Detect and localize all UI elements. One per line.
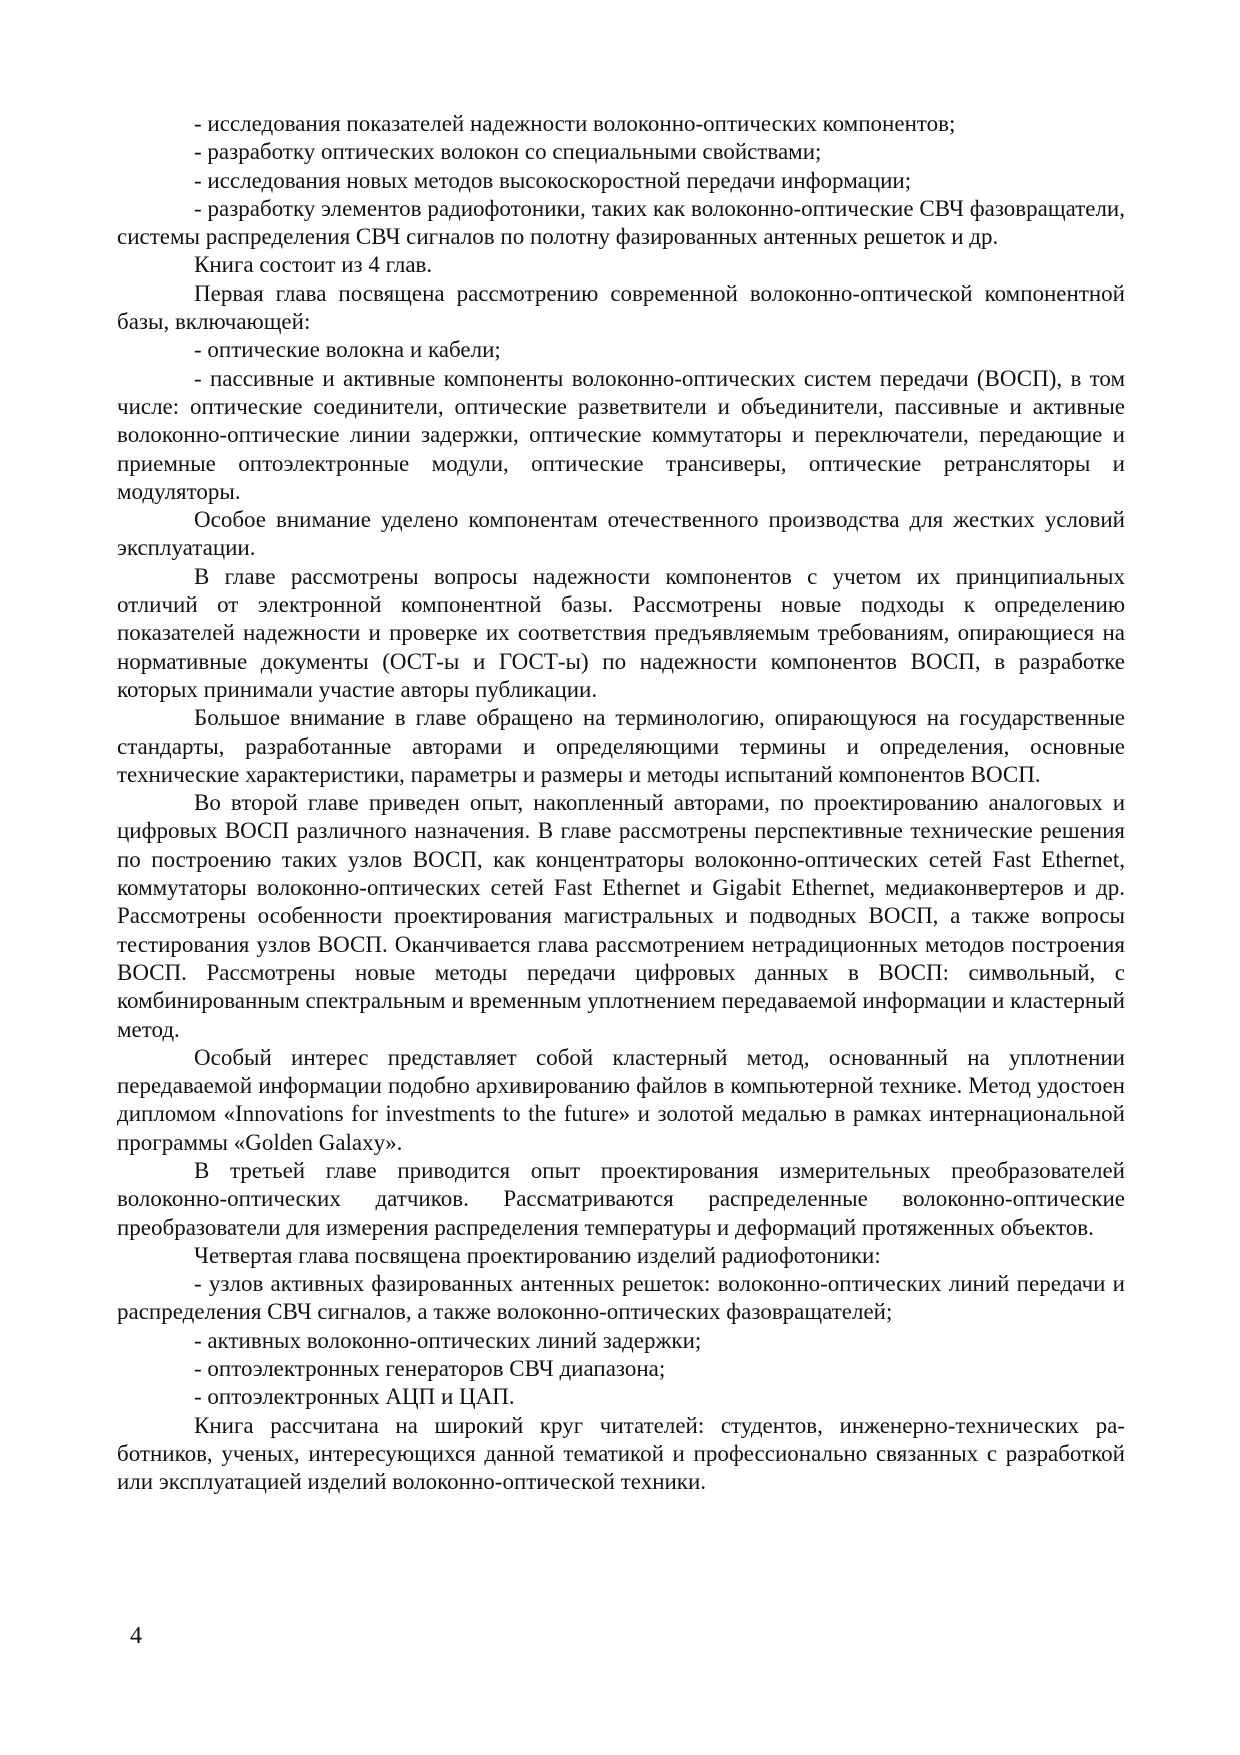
list-item: - разработку элементов радиофотоники, таких как волоконно-оптические СВЧ фазовращатели, системы распределения СВЧ сигналов по полотну фазированных антенных решеток и др. [117,195,1125,250]
paragraph: Книга состоит из 4 глав. [194,252,433,278]
paragraph: Первая глава посвящена рассмотрению современной волоконно-оптической компонентной базы, включающей: [117,280,1125,335]
list-item: - исследования новых методов высокоскоростной передачи информации; [194,167,912,193]
list-item: - оптические волокна и кабели; [194,337,501,363]
page-body [117,110,1125,1497]
paragraph: Книга рассчитана на широкий круг читателей: студентов, инженерно-технических работников, ученых, интересующихся данной тематикой и профессионально связанных с разработкой или эксплуатацией изделий волоконно-оптической техники. [117,1412,1125,1495]
paragraph: Во второй главе приведен опыт, накопленный авторами, по проектированию аналоговых и цифровых ВОСП различного назначения. В главе рассмотрены перспективные технические решения по построению таких узлов ВОСП, как концентраторы волоконно-оптических сетей Fast Ethernet, коммутаторы волоконно-оптических сетей Fast Ethernet и Gigabit Ethernet, медиаконвертеров и др. Рассмотрены особенности проектирования магистральных и подводных ВОСП, а также вопросы тестирования узлов ВОСП. Оканчивается глава рассмотрением нетрадиционных методов построения ВОСП. Рассмотрены новые методы передачи цифровых данных в ВОСП: символьный, с комбинированным спектральным и временным уплотнением передаваемой информации и кластерный метод. [117,790,1125,1042]
list-item: - узлов активных фазированных антенных решеток: волоконно-оптических линий передачи и распределения СВЧ сигналов, а также волоконно-оптических фазовращателей; [117,1271,1125,1325]
page-number: 4 [130,1623,142,1649]
paragraph: Четвертая глава посвящена проектированию изделий радиофотоники: [194,1242,881,1268]
paragraph: Особый интерес представляет собой кластерный метод, основанный на уплотнении передаваемой информации подобно архивированию файлов в компьютерной технике. Метод удостоен дипломом «Innovations for investments to the future» и золотой медалью в рамках интернациональной программы «Golden Galaxy». [117,1044,1125,1155]
list-item: - пассивные и активные компоненты волоконно-оптических систем передачи (ВОСП), в том числе: оптические соединители, оптические разветвители и объединители, пассивные и активные волоконно-оптические линии задержки, оптические коммутаторы и переключатели, передающие и приемные оптоэлектронные модули, оптические трансиверы, оптические ретрансляторы и модуляторы. [117,365,1125,504]
paragraph: В третьей главе приводится опыт проектирования измерительных преобразователей волоконно-оптических датчиков. Рассматриваются распределенные волоконно-оптические преобразователи для измерения распределения температуры и деформаций протяженных объектов. [117,1157,1125,1240]
list-item: - оптоэлектронных АЦП и ЦАП. [194,1384,515,1410]
paragraph: Большое внимание в главе обращено на терминологию, опирающуюся на государственные стандарты, разработанные авторами и определяющими термины и определения, основные технические характеристики, параметры и размеры и методы испытаний компонентов ВОСП. [117,705,1125,787]
paragraph: В главе рассмотрены вопросы надежности компонентов с учетом их принципиальных отличий от электронной компонентной базы. Рассмотрены новые подходы к определению показателей надежности и проверке их соответствия предъявляемым требованиям, опирающиеся на нормативные документы (ОСТ-ы и ГОСТ-ы) по надежности компонентов ВОСП, в разработке которых принимали участие авторы публикации. [117,563,1125,702]
list-item: - оптоэлектронных генераторов СВЧ диапазона; [194,1356,666,1382]
list-item: - разработку оптических волокон со специальными свойствами; [194,139,822,165]
list-item: - исследования показателей надежности волоконно-оптических компонентов; [194,111,956,136]
list-item: - активных волоконно-оптических линий задержки; [194,1327,702,1353]
paragraph: Особое внимание уделено компонентам отечественного производства для жестких условий эксплуатации. [117,507,1125,561]
